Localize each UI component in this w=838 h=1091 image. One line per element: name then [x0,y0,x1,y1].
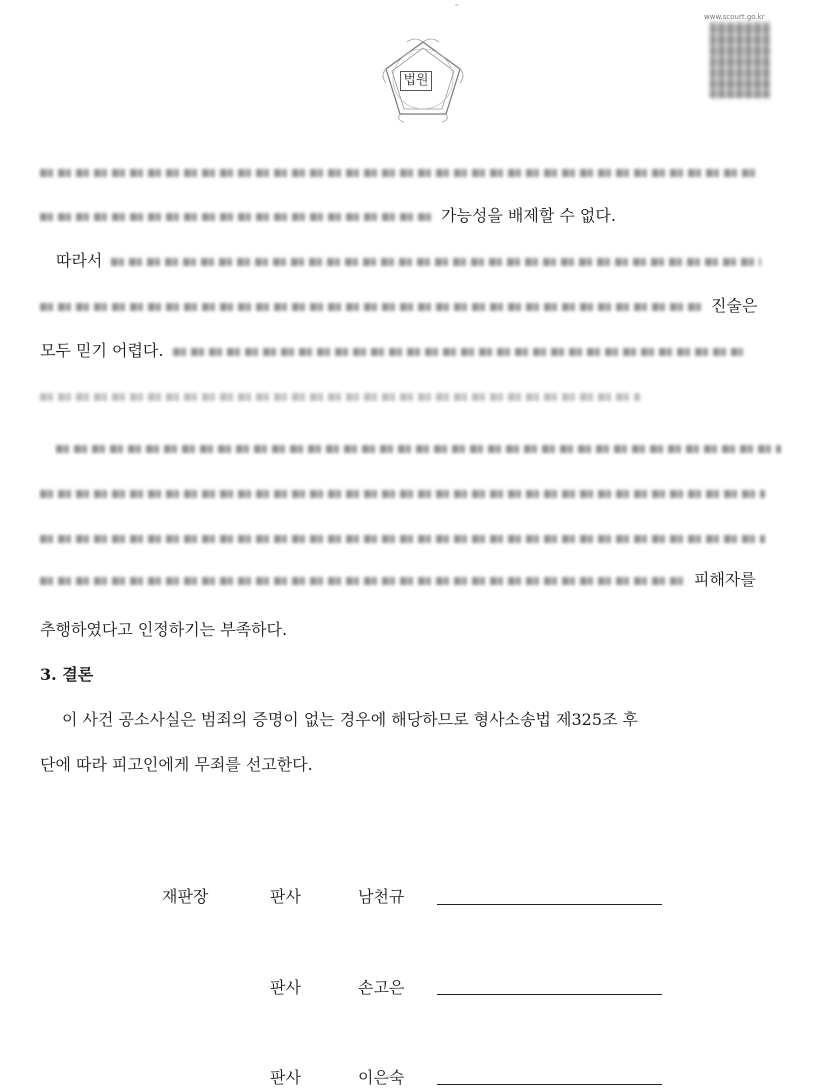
judge-name: 남천규 [358,887,405,906]
signature-line [437,994,662,995]
judge-title: 판사 [270,887,301,906]
redacted-line [40,159,770,185]
judge-title: 판사 [270,1068,301,1087]
page-mark: - [455,0,459,11]
conclusion-text: 단에 따라 피고인에게 무죄를 선고한다. [40,755,313,774]
body-text: 피해자를 [694,570,756,589]
body-line [40,203,770,229]
redacted-line [40,383,770,409]
qr-code-icon [710,22,770,98]
signature-line [437,904,662,905]
judge-title: 판사 [270,978,301,997]
body-text: 진술은 [711,296,758,315]
judge-name: 손고은 [358,978,405,997]
body-line [40,567,770,593]
redacted-line [40,525,770,551]
conclusion-text: 이 사건 공소사실은 범죄의 증명이 없는 경우에 해당하므로 형사소송법 제325조 후 [62,710,638,729]
redacted-line [40,480,770,506]
body-line [40,293,770,319]
redacted-line [40,435,770,461]
qr-url: www.scourt.go.kr [704,13,765,21]
body-text: 모두 믿기 어렵다. [40,341,164,360]
chief-judge-role: 재판장 [162,887,209,906]
body-line [40,248,770,274]
judge-name: 이은숙 [358,1068,405,1087]
seal-label: 법원 [400,71,432,91]
section-heading: 3. 결론 [40,665,94,684]
body-text: 가능성을 배제할 수 없다. [441,206,616,225]
body-line: 추행하였다고 인정하기는 부족하다. [40,620,288,639]
body-line [40,338,770,364]
signature-line [437,1084,662,1085]
body-text: 따라서 [56,251,103,270]
